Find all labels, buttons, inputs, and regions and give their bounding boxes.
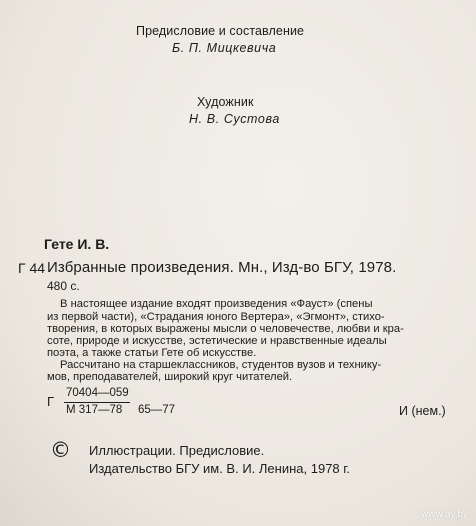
preface-name: Б. П. Мицкевича	[172, 41, 277, 55]
annotation-line: мов, преподавателей, широкий круг читателей.	[47, 371, 293, 383]
imprint-line-1: Иллюстрации. Предисловие.	[89, 443, 265, 458]
annotation-line: творения, в которых выражены мысли о человечестве, любви и кра-	[47, 323, 404, 335]
watermark: www.ay.by	[421, 509, 469, 520]
preface-label: Предисловие и составление	[136, 24, 305, 38]
annotation-line: В настоящее издание входят произведения «Фауст» (спены	[60, 298, 373, 310]
index-denominator: М 317—78	[66, 404, 123, 416]
index-suffix: 65—77	[138, 404, 176, 416]
copyright-icon: ©	[50, 438, 71, 462]
imprint-line-2: Издательство БГУ им. В. И. Ленина, 1978 г.	[89, 461, 351, 476]
page-count: 480 с.	[47, 279, 80, 293]
fraction-rule	[64, 402, 130, 403]
classification-code: Г 44	[18, 260, 46, 276]
annotation-line: из первой части), «Страдания юного Вертера», «Эгмонт», стихо-	[47, 311, 385, 323]
author-name: Гете И. В.	[44, 236, 110, 252]
book-title: Избранные произведения. Мн., Изд-во БГУ, 1978.	[47, 259, 397, 276]
language-code: И (нем.)	[399, 404, 446, 418]
annotation-line: Рассчитано на старшеклассников, студентов вузов и технику-	[60, 359, 382, 371]
annotation-line: соте, природе и искусстве, эстетические и нравственные идеалы	[47, 335, 387, 347]
index-letter: Г	[47, 394, 55, 409]
artist-name: Н. В. Сустова	[189, 112, 280, 126]
annotation-line: поэта, а также статьи Гете об искусстве.	[47, 347, 257, 359]
artist-label: Художник	[197, 95, 254, 109]
index-numerator: 70404—059	[66, 387, 129, 399]
